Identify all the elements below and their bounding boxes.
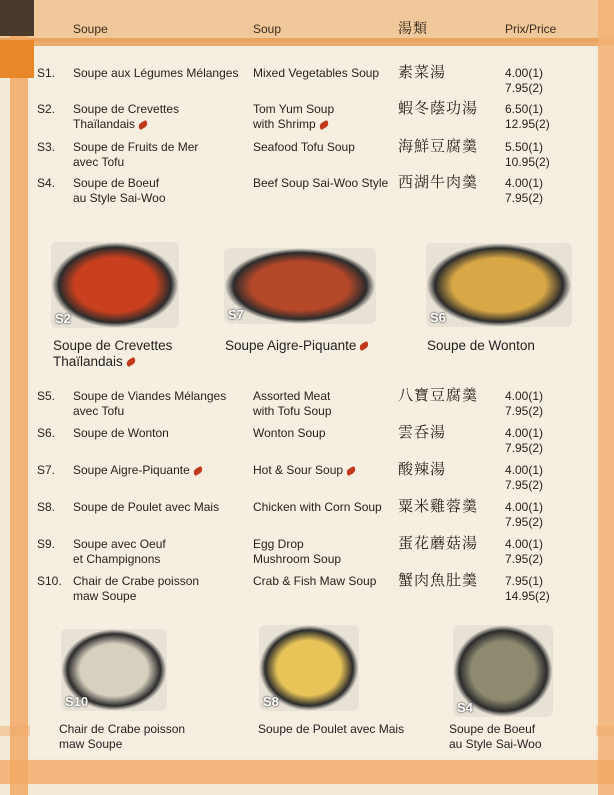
item-name-chinese <box>398 572 478 589</box>
item-name-french-text: Chair de Crabe poisson maw Soupe <box>73 574 200 603</box>
item-price-text: 5.50(1) 10.95(2) <box>505 140 550 169</box>
item-price <box>505 102 550 132</box>
item-name-english <box>253 66 379 81</box>
item-price <box>505 537 543 567</box>
soup-photo <box>426 243 572 327</box>
chili-pepper-icon <box>359 341 371 351</box>
item-code-text: S9. <box>37 537 56 551</box>
page-frame-left <box>10 0 28 795</box>
item-name-english-text: Chicken with Corn Soup <box>253 500 382 514</box>
item-name-chinese-text: 雲呑湯 <box>398 424 447 441</box>
item-name-chinese <box>398 174 478 191</box>
photo-tag: S10 <box>65 694 89 709</box>
item-price <box>505 389 543 419</box>
item-name-chinese <box>398 387 478 404</box>
header-chinese: 湯類 <box>398 20 428 36</box>
item-price-text: 6.50(1) 12.95(2) <box>505 102 550 131</box>
photo-tag: S6 <box>430 310 446 325</box>
item-code <box>37 463 55 478</box>
chili-pepper-icon <box>137 120 149 130</box>
item-name-english-text: Mixed Vegetables Soup <box>253 66 380 80</box>
item-name-chinese-text: 酸辣湯 <box>398 461 447 478</box>
soup-photo <box>453 625 553 717</box>
item-price-text: 4.00(1) 7.95(2) <box>505 463 544 492</box>
item-name-french <box>73 176 166 206</box>
photo-caption <box>59 722 185 752</box>
item-name-french <box>73 537 166 567</box>
item-name-english-text: Seafood Tofu Soup <box>253 140 355 154</box>
item-code <box>37 426 55 441</box>
item-name-chinese <box>398 461 446 478</box>
item-name-french <box>73 426 169 441</box>
item-name-french-text: Soupe Aigre-Piquante <box>73 463 190 477</box>
item-code-text: S10. <box>37 574 62 588</box>
page-frame-bottom <box>0 760 614 784</box>
item-name-chinese-text: 素菜湯 <box>398 64 447 81</box>
header-english: Soup <box>253 22 282 36</box>
item-name-english-text: Tom Yum Soup with Shrimp <box>253 102 335 131</box>
photo-caption-text: Soupe Aigre-Piquante <box>225 338 357 353</box>
item-name-english <box>253 176 388 191</box>
item-name-english <box>253 500 382 515</box>
item-name-french <box>73 500 219 515</box>
item-name-chinese-text: 蟹肉魚肚羹 <box>398 572 479 589</box>
chili-pepper-icon <box>318 120 330 130</box>
item-name-english-text: Wonton Soup <box>253 426 326 440</box>
item-name-chinese <box>398 64 446 81</box>
item-code-text: S7. <box>37 463 56 477</box>
item-name-english-text: Crab & Fish Maw Soup <box>253 574 377 588</box>
item-price-text: 4.00(1) 7.95(2) <box>505 426 544 455</box>
chili-pepper-icon <box>345 466 357 476</box>
soup-photo <box>61 629 167 711</box>
photo-tag: S4 <box>457 700 473 715</box>
item-name-french <box>73 463 203 478</box>
page-frame-right <box>598 0 614 795</box>
item-code <box>37 389 55 404</box>
soup-photo <box>224 248 376 324</box>
item-name-chinese-text: 粟米雞蓉羹 <box>398 498 479 515</box>
item-name-french <box>73 102 179 132</box>
chili-pepper-icon <box>125 357 137 367</box>
item-price <box>505 500 543 530</box>
corner-block-orange <box>0 40 34 78</box>
item-price <box>505 574 550 604</box>
item-name-english <box>253 426 326 441</box>
item-code <box>37 102 55 117</box>
item-name-french-text: Soupe avec Oeuf et Champignons <box>73 537 166 566</box>
item-name-french-text: Soupe de Boeuf au Style Sai-Woo <box>73 176 166 205</box>
photo-caption-text: Soupe de Crevettes Thaïlandais <box>53 338 173 369</box>
item-name-english <box>253 463 356 478</box>
item-name-chinese-text: 蝦冬蔭功湯 <box>398 100 479 117</box>
item-price <box>505 426 543 456</box>
chili-pepper-icon <box>192 466 204 476</box>
item-code-text: S6. <box>37 426 56 440</box>
header-price: Prix/Price <box>505 22 557 36</box>
item-name-english-text: Beef Soup Sai-Woo Style <box>253 176 389 190</box>
item-name-english <box>253 140 355 155</box>
item-name-french-text: Soupe de Wonton <box>73 426 169 440</box>
item-code-text: S4. <box>37 176 56 190</box>
item-price-text: 4.00(1) 7.95(2) <box>505 176 544 205</box>
item-name-chinese <box>398 424 446 441</box>
item-name-english-text: Hot & Sour Soup <box>253 463 344 477</box>
item-name-french-text: Soupe aux Légumes Mélanges <box>73 66 239 80</box>
item-price-text: 7.95(1) 14.95(2) <box>505 574 550 603</box>
item-name-chinese-text: 八寶豆腐羹 <box>398 387 479 404</box>
photo-tag: S2 <box>55 311 71 326</box>
item-name-english <box>253 537 341 567</box>
photo-caption <box>258 722 404 737</box>
photo-tag: S7 <box>228 307 244 322</box>
item-code <box>37 66 55 81</box>
item-code <box>37 500 55 515</box>
item-code <box>37 537 55 552</box>
item-name-french-text: Soupe de Viandes Mélanges avec Tofu <box>73 389 227 418</box>
item-price-text: 4.00(1) 7.95(2) <box>505 500 544 529</box>
photo-caption-text: Soupe de Boeuf au Style Sai-Woo <box>449 722 542 751</box>
item-name-french-text: Soupe de Poulet avec Mais <box>73 500 220 514</box>
photo-caption-text: Soupe de Poulet avec Mais <box>258 722 405 736</box>
item-price <box>505 176 543 206</box>
item-name-english <box>253 574 376 589</box>
item-name-french <box>73 140 198 170</box>
photo-caption-text: Soupe de Wonton <box>427 338 535 353</box>
soup-photo <box>259 625 359 711</box>
corner-block-dark <box>0 0 34 36</box>
item-name-chinese <box>398 100 478 117</box>
photo-tag: S8 <box>263 694 279 709</box>
item-name-french <box>73 66 238 81</box>
item-name-chinese-text: 海鮮豆腐羹 <box>398 138 479 155</box>
header-french: Soupe <box>73 22 108 36</box>
item-name-english-text: Egg Drop Mushroom Soup <box>253 537 342 566</box>
item-code-text: S8. <box>37 500 56 514</box>
item-name-english-text: Assorted Meat with Tofu Soup <box>253 389 332 418</box>
item-price <box>505 66 543 96</box>
item-name-chinese <box>398 138 478 155</box>
item-code-text: S5. <box>37 389 56 403</box>
soup-photo <box>51 242 179 328</box>
item-name-english <box>253 102 334 132</box>
photo-caption-text: Chair de Crabe poisson maw Soupe <box>59 722 186 751</box>
photo-caption <box>449 722 542 752</box>
item-code <box>37 574 62 589</box>
item-code-text: S1. <box>37 66 56 80</box>
item-price-text: 4.00(1) 7.95(2) <box>505 389 544 418</box>
item-price <box>505 140 550 170</box>
item-code <box>37 140 55 155</box>
item-name-french <box>73 574 199 604</box>
item-name-chinese-text: 蛋花蘑菇湯 <box>398 535 479 552</box>
photo-caption <box>225 338 369 354</box>
item-code-text: S3. <box>37 140 56 154</box>
item-price <box>505 463 543 493</box>
item-code-text: S2. <box>37 102 56 116</box>
item-name-chinese-text: 西湖牛肉羹 <box>398 174 479 191</box>
item-name-english <box>253 389 332 419</box>
item-name-chinese <box>398 498 478 515</box>
item-price-text: 4.00(1) 7.95(2) <box>505 66 544 95</box>
photo-caption <box>53 338 172 370</box>
item-name-french-text: Soupe de Fruits de Mer avec Tofu <box>73 140 199 169</box>
item-name-french-text: Soupe de Crevettes Thaïlandais <box>73 102 180 131</box>
item-name-chinese <box>398 535 478 552</box>
item-code <box>37 176 55 191</box>
item-price-text: 4.00(1) 7.95(2) <box>505 537 544 566</box>
photo-caption <box>427 338 535 354</box>
page-frame-strip <box>0 38 614 46</box>
item-name-french <box>73 389 226 419</box>
